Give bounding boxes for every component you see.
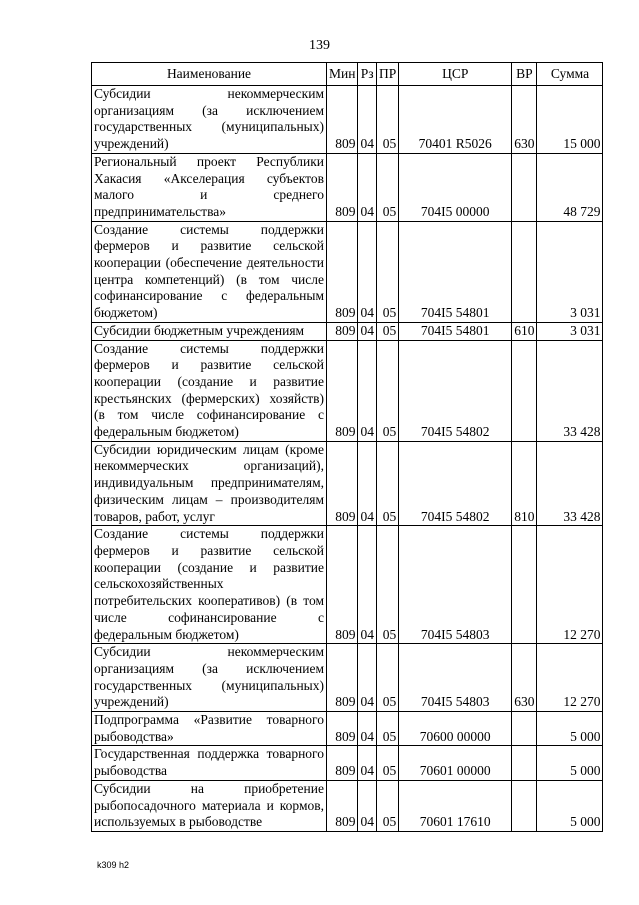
header-sum: Сумма [537, 63, 603, 86]
table-row [92, 221, 603, 322]
row-pr: 05 [376, 712, 398, 746]
row-rz: 04 [358, 322, 377, 340]
row-name: Субсидии на приобретение рыбопосадочного материала и кормов, используемых в рыбоводстве [92, 780, 327, 831]
table-row [92, 746, 603, 780]
row-pr: 05 [376, 746, 398, 780]
row-csr: 70601 17610 [399, 780, 512, 831]
table-row [92, 712, 603, 746]
footer-code: k309 h2 [97, 860, 130, 870]
row-vr: 810 [512, 441, 537, 526]
row-pr: 05 [376, 221, 398, 322]
row-csr: 704I5 54801 [399, 221, 512, 322]
row-vr [512, 746, 537, 780]
row-rz: 04 [358, 780, 377, 831]
row-rz: 04 [358, 644, 377, 712]
row-vr: 630 [512, 86, 537, 154]
row-csr: 70600 00000 [399, 712, 512, 746]
row-min: 809 [327, 340, 358, 441]
row-min: 809 [327, 526, 358, 644]
row-csr: 70601 00000 [399, 746, 512, 780]
row-csr: 704I5 54801 [399, 322, 512, 340]
row-name: Подпрограмма «Развитие товарного рыбоводства» [92, 712, 327, 746]
row-name: Создание системы поддержки фермеров и развитие сельской кооперации (обеспечение деятельности центра компетенций) (в том числе софинансирование с федеральным бюджетом) [92, 221, 327, 322]
table-row [92, 153, 603, 221]
row-rz: 04 [358, 221, 377, 322]
row-min: 809 [327, 322, 358, 340]
header-rz: Рз [358, 63, 377, 86]
row-name: Субсидии бюджетным учреждениям [92, 322, 327, 340]
row-pr: 05 [376, 780, 398, 831]
table-row [92, 340, 603, 441]
table-row [92, 644, 603, 712]
row-name: Субсидии некоммерческим организациям (за исключением государственных (муниципальных) учреждений) [92, 86, 327, 154]
table-row [92, 526, 603, 644]
row-pr: 05 [376, 153, 398, 221]
row-min: 809 [327, 780, 358, 831]
row-sum: 12 270 [537, 526, 603, 644]
header-pr: ПР [376, 63, 398, 86]
row-min: 809 [327, 153, 358, 221]
header-csr: ЦСР [399, 63, 512, 86]
row-csr: 704I5 54802 [399, 340, 512, 441]
header-min: Мин [327, 63, 358, 86]
table-row [92, 86, 603, 154]
row-sum: 48 729 [537, 153, 603, 221]
row-csr: 704I5 54803 [399, 644, 512, 712]
row-rz: 04 [358, 153, 377, 221]
row-vr [512, 153, 537, 221]
row-rz: 04 [358, 86, 377, 154]
row-name: Создание системы поддержки фермеров и развитие сельской кооперации (создание и развитие крестьянских (фермерских) хозяйств) (в том числе софинансирование с федеральным бюджетом) [92, 340, 327, 441]
row-min: 809 [327, 712, 358, 746]
row-rz: 04 [358, 746, 377, 780]
table-row [92, 441, 603, 526]
row-name: Субсидии юридическим лицам (кроме некоммерческих организаций), индивидуальным предпринимателям, физическим лицам – производителям товаров, работ, услуг [92, 441, 327, 526]
row-vr [512, 221, 537, 322]
header-name: Наименование [92, 63, 327, 86]
row-sum: 5 000 [537, 712, 603, 746]
row-name: Субсидии некоммерческим организациям (за исключением государственных (муниципальных) учреждений) [92, 644, 327, 712]
row-csr: 704I5 54802 [399, 441, 512, 526]
row-min: 809 [327, 644, 358, 712]
row-vr [512, 780, 537, 831]
row-name: Региональный проект Республики Хакасия «Акселерация субъектов малого и среднего предпринимательства» [92, 153, 327, 221]
row-rz: 04 [358, 712, 377, 746]
row-rz: 04 [358, 441, 377, 526]
table-header-row [92, 63, 603, 86]
row-min: 809 [327, 441, 358, 526]
row-sum: 3 031 [537, 221, 603, 322]
row-pr: 05 [376, 322, 398, 340]
row-pr: 05 [376, 340, 398, 441]
row-rz: 04 [358, 340, 377, 441]
row-name: Создание системы поддержки фермеров и развитие сельской кооперации (создание и развитие сельскохозяйственных потребительских кооперативов) (в том числе софинансирование с федеральным бюджетом) [92, 526, 327, 644]
row-pr: 05 [376, 86, 398, 154]
header-vr: ВР [512, 63, 537, 86]
row-min: 809 [327, 746, 358, 780]
row-csr: 704I5 54803 [399, 526, 512, 644]
row-vr [512, 712, 537, 746]
row-pr: 05 [376, 526, 398, 644]
row-sum: 5 000 [537, 746, 603, 780]
row-rz: 04 [358, 526, 377, 644]
row-vr [512, 340, 537, 441]
row-sum: 3 031 [537, 322, 603, 340]
row-min: 809 [327, 86, 358, 154]
row-sum: 15 000 [537, 86, 603, 154]
row-vr [512, 526, 537, 644]
page-number: 139 [309, 38, 330, 53]
budget-table [91, 62, 603, 832]
row-pr: 05 [376, 644, 398, 712]
row-vr: 610 [512, 322, 537, 340]
table-row [92, 780, 603, 831]
row-sum: 12 270 [537, 644, 603, 712]
row-sum: 33 428 [537, 340, 603, 441]
row-min: 809 [327, 221, 358, 322]
row-pr: 05 [376, 441, 398, 526]
row-sum: 5 000 [537, 780, 603, 831]
row-csr: 70401 R5026 [399, 86, 512, 154]
row-sum: 33 428 [537, 441, 603, 526]
row-csr: 704I5 00000 [399, 153, 512, 221]
row-name: Государственная поддержка товарного рыбоводства [92, 746, 327, 780]
row-vr: 630 [512, 644, 537, 712]
table-row [92, 322, 603, 340]
